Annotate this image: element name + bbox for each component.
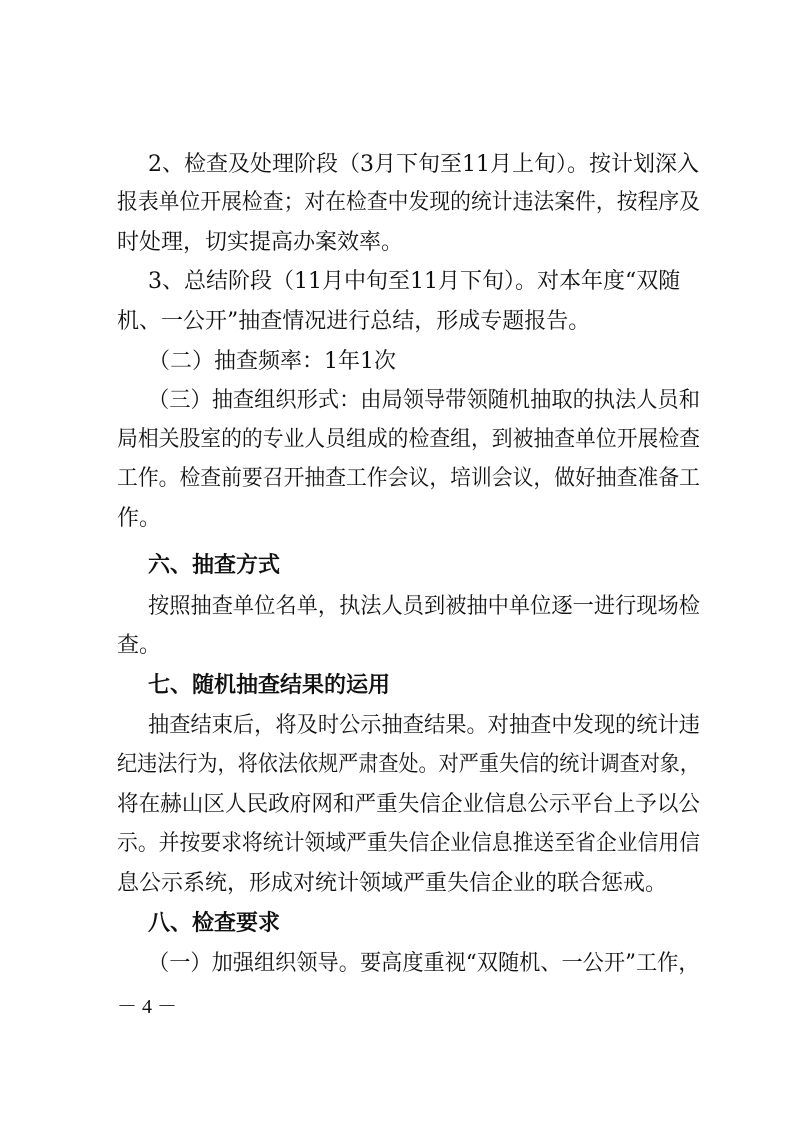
paragraph-line: （二）抽查频率：1年1次 <box>148 349 396 374</box>
paragraph-line: 3、总结阶段（11月中旬至11月下旬）。对本年度“双随 <box>148 269 681 294</box>
paragraph-line: 查。 <box>117 633 162 658</box>
paragraph-line: 工作。检查前要召开抽查工作会议，培训会议，做好抽查准备工 <box>117 466 700 491</box>
section-heading: 七、随机抽查结果的运用 <box>148 673 391 698</box>
paragraph-line: （一）加强组织领导。要高度重视“双随机、一公开”工作， <box>148 951 700 976</box>
paragraph-line: 按照抽查单位名单，执法人员到被抽中单位逐一进行现场检 <box>148 594 700 619</box>
paragraph-line: 2、检查及处理阶段（3月下旬至11月上旬）。按计划深入 <box>148 152 699 177</box>
paragraph-line: 机、一公开”抽查情况进行总结，形成专题报告。 <box>117 309 591 334</box>
paragraph-line: 将在赫山区人民政府网和严重失信企业信息公示平台上予以公 <box>117 792 701 817</box>
page-number: － 4 － <box>117 996 177 1018</box>
section-heading: 八、检查要求 <box>148 911 281 936</box>
paragraph-line: 纪违法行为，将依法依规严肃查处。对严重失信的统计调查对象， <box>117 752 701 777</box>
paragraph-line: 报表单位开展检查；对在检查中发现的统计违法案件，按程序及 <box>117 190 700 215</box>
paragraph-line: 示。并按要求将统计领域严重失信企业信息推送至省企业信用信 <box>117 831 700 856</box>
paragraph-line: 作。 <box>117 506 162 531</box>
paragraph-line: 抽查结束后，将及时公示抽查结果。对抽查中发现的统计违 <box>148 713 700 738</box>
paragraph-line: 局相关股室的的专业人员组成的检查组，到被抽查单位开展检查 <box>117 427 700 452</box>
section-heading: 六、抽查方式 <box>148 553 281 578</box>
paragraph-line: 息公示系统，形成对统计领域严重失信企业的联合惩戒。 <box>117 871 668 896</box>
paragraph-line: （三）抽查组织形式：由局领导带领随机抽取的执法人员和 <box>148 388 700 413</box>
paragraph-line: 时处理，切实提高办案效率。 <box>117 230 404 255</box>
